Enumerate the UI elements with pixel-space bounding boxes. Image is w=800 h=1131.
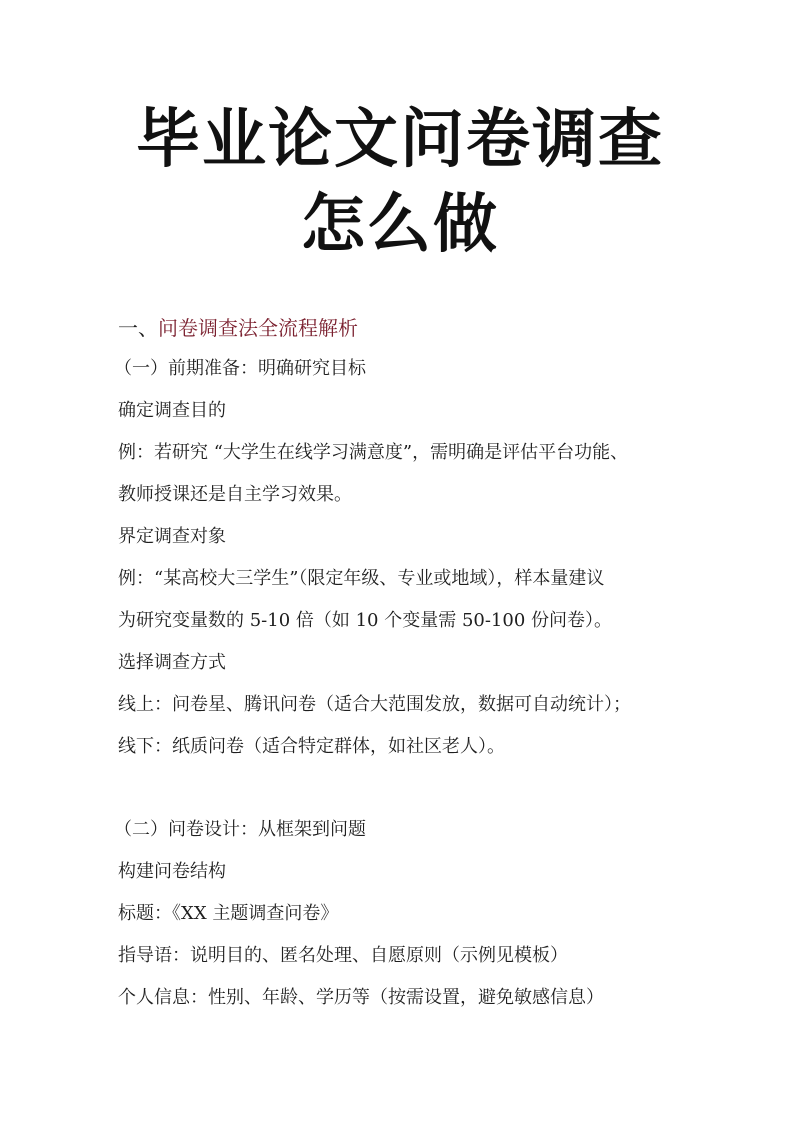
paragraph-line: 构建问卷结构 [118, 861, 226, 882]
paragraph-line: 例：“某高校大三学生”（限定年级、专业或地域），样本量建议 [118, 568, 605, 589]
paragraph-line: 为研究变量数的 5-10 倍（如 10 个变量需 50-100 份问卷）。 [118, 610, 613, 631]
section-heading-text: 问卷调查法全流程解析 [158, 316, 358, 340]
paragraph-line: 个人信息：性别、年龄、学历等（按需设置，避免敏感信息） [118, 987, 604, 1008]
paragraph-line: 确定调查目的 [118, 400, 226, 421]
paragraph-line: 例：若研究 “大学生在线学习满意度”，需明确是评估平台功能、 [118, 442, 629, 463]
document-title-line2: 怎么做 [301, 187, 499, 262]
subsection-heading-2: （二）问卷设计：从框架到问题 [114, 819, 366, 840]
paragraph-line: 选择调查方式 [118, 652, 226, 673]
document-title-line1: 毕业论文问卷调查 [136, 102, 664, 177]
paragraph-line: 教师授课还是自主学习效果。 [118, 484, 352, 505]
paragraph-line: 线上：问卷星、腾讯问卷（适合大范围发放，数据可自动统计）； [118, 694, 631, 715]
paragraph-line: 标题：《XX 主题调查问卷》 [118, 903, 339, 924]
paragraph-line: 指导语：说明目的、匿名处理、自愿原则（示例见模板） [118, 945, 568, 966]
subsection-heading-1: （一）前期准备：明确研究目标 [114, 358, 366, 379]
paragraph-line: 界定调查对象 [118, 526, 226, 547]
paragraph-line: 线下：纸质问卷（适合特定群体，如社区老人）。 [118, 736, 505, 757]
section-number: 一、 [118, 316, 158, 340]
section-heading [118, 318, 358, 338]
